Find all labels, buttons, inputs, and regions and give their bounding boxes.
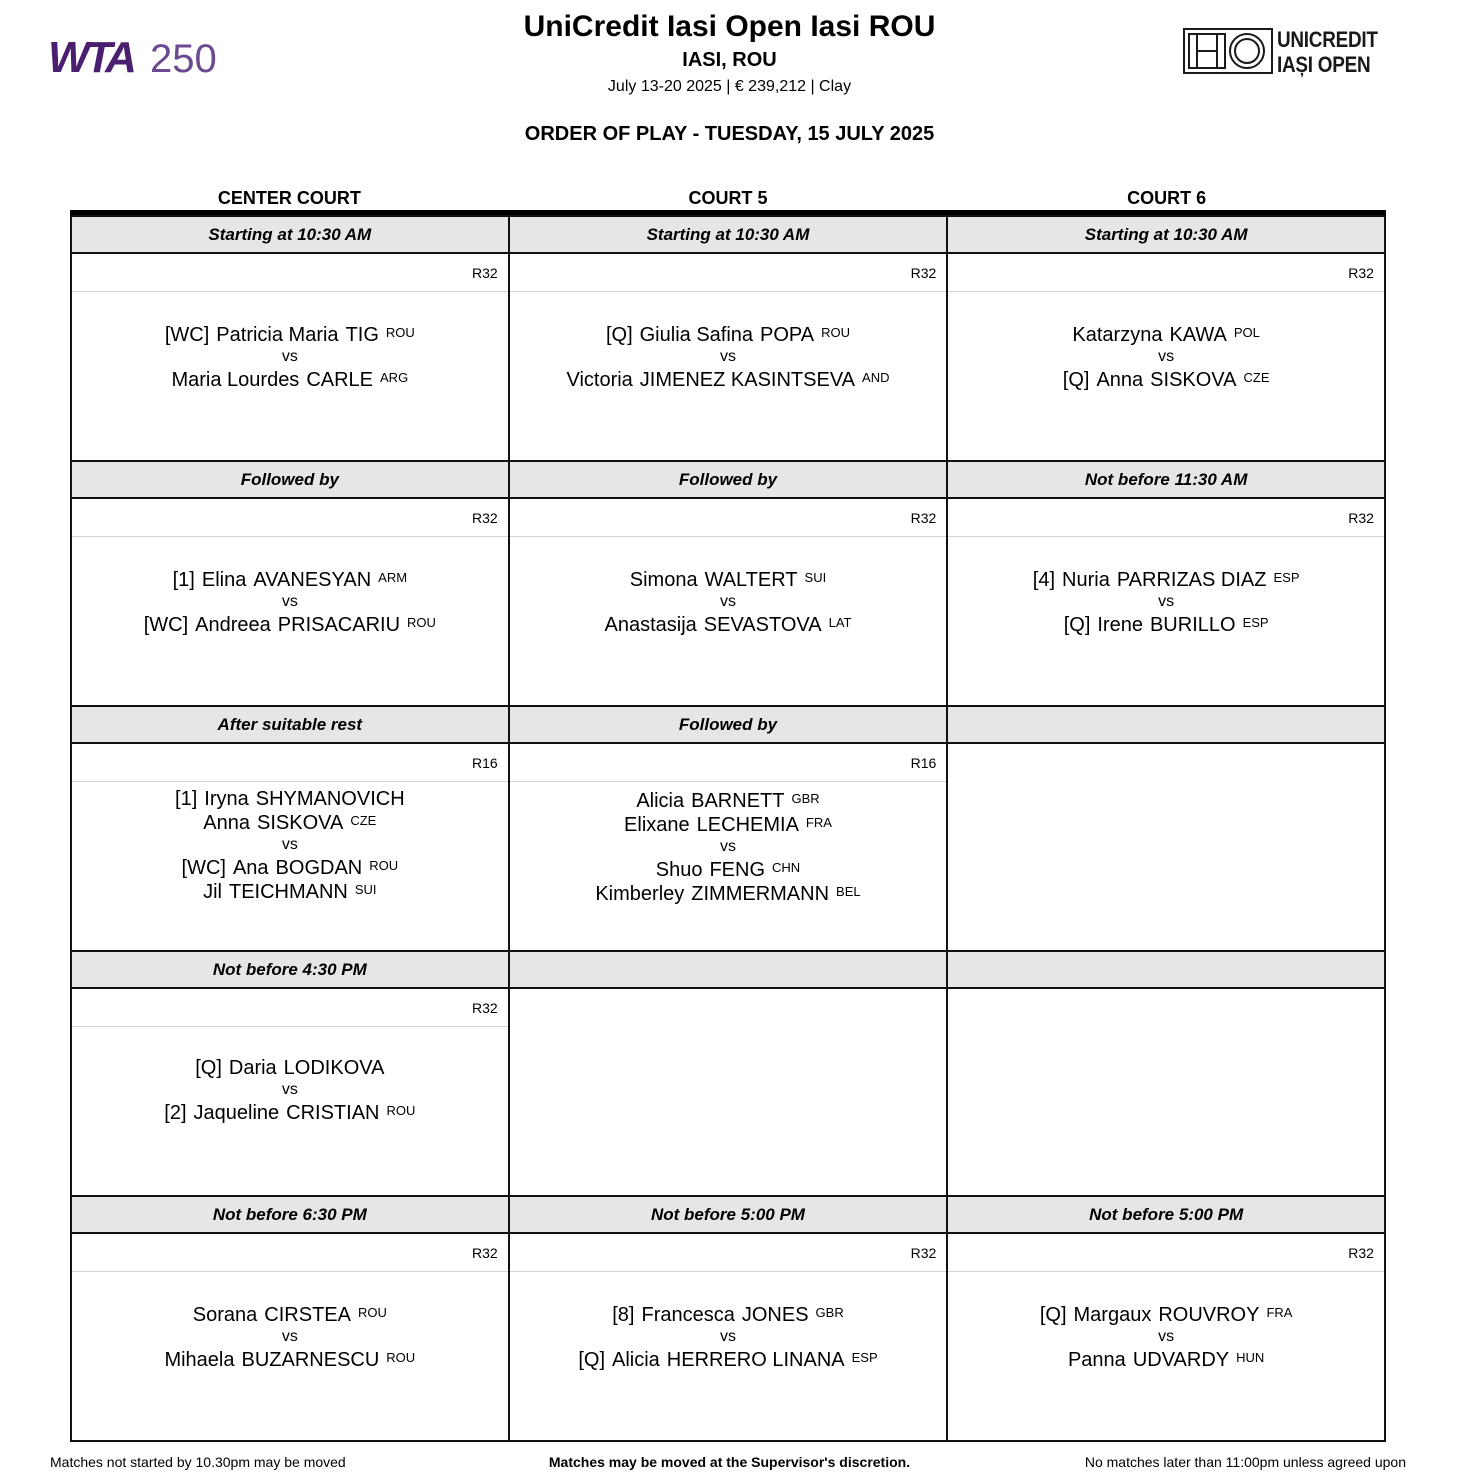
player-nationality: ROU <box>357 1305 387 1320</box>
player-seed: [Q] <box>195 1057 222 1079</box>
player-line <box>72 1347 508 1371</box>
player-seed: [Q] <box>1062 369 1090 391</box>
player-nationality: FRA <box>1266 1305 1293 1320</box>
player-last-name: ROUVROY <box>1158 1304 1260 1326</box>
player-first-name: Francesca <box>641 1304 735 1326</box>
match-round: R32 <box>948 1234 1384 1272</box>
player-last-name: CARLE <box>306 369 374 391</box>
player-first-name: Jil <box>203 881 222 903</box>
match-round: R16 <box>510 744 947 782</box>
player-last-name: BOGDAN <box>275 857 363 879</box>
player-nationality: ROU <box>407 615 436 630</box>
slot-time: Followed by <box>72 460 508 499</box>
player-seed: [Q] <box>578 1349 605 1371</box>
player-nationality: ESP <box>1242 615 1269 630</box>
player-nationality: GBR <box>791 791 820 806</box>
player-nationality: ROU <box>369 858 399 873</box>
player-first-name: Shuo <box>655 859 703 881</box>
player-line <box>510 322 947 346</box>
slot-time <box>948 705 1384 744</box>
player-line <box>72 855 508 879</box>
player-last-name: LECHEMIA <box>696 814 799 836</box>
player-line <box>948 1302 1384 1326</box>
match-cell <box>948 1234 1384 1440</box>
player-line <box>510 881 947 905</box>
player-nationality: POL <box>1233 325 1260 340</box>
player-line <box>72 322 508 346</box>
match-players <box>72 1057 508 1124</box>
player-line <box>948 367 1384 391</box>
player-last-name: PRISACARIU <box>277 614 401 636</box>
player-seed: [8] <box>612 1304 635 1326</box>
match-cell <box>72 1234 508 1440</box>
vs-label: vs <box>1158 348 1175 365</box>
player-line <box>72 612 508 636</box>
match-round: R32 <box>510 499 947 537</box>
player-first-name: Daria <box>228 1057 277 1079</box>
player-line <box>510 857 947 881</box>
schedule-table <box>70 215 1386 1442</box>
schedule-grid <box>70 186 1386 1442</box>
player-last-name: PARRIZAS DIAZ <box>1116 569 1267 591</box>
vs-label: vs <box>1158 1328 1175 1345</box>
player-line <box>72 879 508 903</box>
slot-time: Not before 5:00 PM <box>510 1195 947 1234</box>
vs-label: vs <box>719 348 736 365</box>
player-seed: [Q] <box>1063 614 1091 636</box>
match-players <box>510 1302 947 1371</box>
vs-label: vs <box>1158 593 1175 610</box>
player-nationality: GBR <box>815 1305 844 1320</box>
order-of-play-heading: ORDER OF PLAY - TUESDAY, 15 JULY 2025 <box>524 123 935 145</box>
player-nationality: ESP <box>1273 570 1300 585</box>
vs-label: vs <box>719 593 736 610</box>
match-round: R32 <box>72 989 508 1027</box>
match-cell <box>510 744 947 950</box>
player-line <box>72 1057 508 1079</box>
slot-time: Starting at 10:30 AM <box>948 215 1384 254</box>
player-nationality: ROU <box>385 325 415 340</box>
wta-letters: WTA <box>48 33 133 82</box>
player-seed: [WC] <box>164 324 210 346</box>
tournament-city: IASI, ROU <box>682 49 777 71</box>
match-players <box>948 567 1384 636</box>
player-first-name: Victoria <box>566 369 633 391</box>
slot-time: Followed by <box>510 460 947 499</box>
player-first-name: Simona <box>629 569 698 591</box>
vs-label: vs <box>281 836 298 853</box>
slot-time <box>948 950 1384 989</box>
player-seed: [WC] <box>143 614 189 636</box>
match-round: R32 <box>948 499 1384 537</box>
vs-label: vs <box>719 838 736 855</box>
player-line <box>510 367 947 391</box>
slot-time: After suitable rest <box>72 705 508 744</box>
player-last-name: AVANESYAN <box>253 569 372 591</box>
tournament-logo-line1: UNICREDIT <box>1277 27 1378 52</box>
player-nationality: CHN <box>772 860 801 875</box>
player-first-name: Anastasija <box>604 614 697 636</box>
player-first-name: Kimberley <box>595 883 685 905</box>
match-cell <box>948 499 1384 705</box>
player-last-name: HERRERO LINANA <box>666 1349 845 1371</box>
player-nationality: AND <box>862 370 890 385</box>
match-cell <box>72 744 508 950</box>
player-line <box>72 567 508 591</box>
player-nationality: FRA <box>805 815 832 830</box>
player-last-name: JONES <box>741 1304 809 1326</box>
player-last-name: FENG <box>709 859 766 881</box>
slot-time: Not before 6:30 PM <box>72 1195 508 1234</box>
player-first-name: Maria Lourdes <box>171 369 300 391</box>
slot-time: Not before 5:00 PM <box>948 1195 1384 1234</box>
player-seed: [1] <box>175 788 198 810</box>
player-seed: [WC] <box>181 857 226 879</box>
player-last-name: SHYMANOVICH <box>255 788 405 810</box>
court-header: CENTER COURT <box>217 188 361 208</box>
player-seed: [2] <box>164 1102 187 1124</box>
player-line <box>510 567 947 591</box>
player-last-name: JIMENEZ KASINTSEVA <box>639 369 856 391</box>
match-players <box>948 1302 1384 1371</box>
match-players <box>510 567 947 636</box>
player-line <box>510 1347 947 1371</box>
vs-label: vs <box>281 348 298 365</box>
match-cell <box>948 254 1384 460</box>
player-nationality: ROU <box>386 1103 416 1118</box>
match-round: R32 <box>72 254 508 292</box>
player-last-name: WALTERT <box>704 569 798 591</box>
player-first-name: Alicia <box>636 790 685 812</box>
match-round: R32 <box>510 254 947 292</box>
player-first-name: Panna <box>1067 1349 1126 1371</box>
player-seed: [Q] <box>605 324 633 346</box>
player-first-name: Anna <box>1096 369 1144 391</box>
player-last-name: ZIMMERMANN <box>691 883 830 905</box>
player-line <box>510 788 947 812</box>
player-first-name: Giulia Safina <box>639 324 754 346</box>
match-players <box>510 322 947 391</box>
player-first-name: Irene <box>1097 614 1143 636</box>
player-last-name: BURILLO <box>1149 614 1236 636</box>
player-nationality: ROU <box>386 1350 416 1365</box>
player-line <box>510 812 947 836</box>
player-nationality: ARG <box>380 370 409 385</box>
player-first-name: Ana <box>232 857 269 879</box>
player-last-name: SEVASTOVA <box>703 614 822 636</box>
match-round: R32 <box>948 254 1384 292</box>
match-players <box>948 322 1384 391</box>
match-cell <box>510 989 947 1195</box>
match-players <box>510 788 947 905</box>
player-last-name: TEICHMANN <box>228 881 348 903</box>
slot-time <box>510 950 947 989</box>
player-last-name: LODIKOVA <box>283 1057 385 1079</box>
match-round: R32 <box>72 1234 508 1272</box>
player-line <box>72 367 508 391</box>
player-last-name: CRISTIAN <box>286 1102 380 1124</box>
match-cell <box>510 254 947 460</box>
tournament-info: July 13-20 2025 | € 239,212 | Clay <box>607 78 852 95</box>
vs-label: vs <box>281 1081 298 1098</box>
match-players <box>72 567 508 636</box>
player-nationality: LAT <box>828 615 852 630</box>
slot-time: Followed by <box>510 705 947 744</box>
player-line <box>948 567 1384 591</box>
player-first-name: Sorana <box>192 1304 258 1326</box>
player-last-name: BARNETT <box>691 790 785 812</box>
player-last-name: POPA <box>760 324 815 346</box>
court-column <box>70 215 509 1442</box>
player-first-name: Iryna <box>204 788 249 810</box>
player-nationality: ROU <box>821 325 851 340</box>
court-header: COURT 6 <box>1127 188 1207 208</box>
player-line <box>72 1302 508 1326</box>
slot-time: Starting at 10:30 AM <box>510 215 947 254</box>
player-first-name: Anna <box>203 812 251 834</box>
player-line <box>510 612 947 636</box>
slot-time: Starting at 10:30 AM <box>72 215 508 254</box>
player-last-name: UDVARDY <box>1132 1349 1230 1371</box>
player-line <box>72 788 508 810</box>
player-first-name: Andreea <box>195 614 271 636</box>
match-cell <box>72 254 508 460</box>
court-headers <box>70 186 1386 210</box>
player-last-name: TIG <box>345 324 379 346</box>
player-last-name: SISKOVA <box>1150 369 1237 391</box>
player-nationality: CZE <box>1243 370 1270 385</box>
player-first-name: Elixane <box>624 814 690 836</box>
player-line <box>72 1100 508 1124</box>
player-seed: [Q] <box>1039 1304 1067 1326</box>
footer-note-right: No matches later than 11:00pm unless agreed upon <box>1084 1454 1406 1470</box>
player-nationality: SUI <box>804 570 827 585</box>
player-line <box>510 1302 947 1326</box>
slot-time: Not before 11:30 AM <box>948 460 1384 499</box>
player-line <box>72 810 508 834</box>
tournament-title: UniCredit Iasi Open Iasi ROU <box>523 10 936 43</box>
match-cell <box>510 499 947 705</box>
player-last-name: BUZARNESCU <box>241 1349 380 1371</box>
wta-number: 250 <box>150 37 217 81</box>
player-last-name: SISKOVA <box>257 812 344 834</box>
vs-label: vs <box>281 1328 298 1345</box>
match-cell <box>948 989 1384 1195</box>
slot-time: Not before 4:30 PM <box>72 950 508 989</box>
player-nationality: SUI <box>354 882 377 897</box>
match-round: R16 <box>72 744 508 782</box>
match-round: R32 <box>510 1234 947 1272</box>
player-nationality: CZE <box>350 813 377 828</box>
player-seed: [1] <box>172 569 195 591</box>
player-line <box>948 1347 1384 1371</box>
player-last-name: KAWA <box>1169 324 1227 346</box>
match-cell <box>72 499 508 705</box>
player-last-name: CIRSTEA <box>264 1304 351 1326</box>
player-first-name: Alicia <box>612 1349 660 1371</box>
player-nationality: ESP <box>851 1350 878 1365</box>
player-first-name: Patricia Maria <box>216 324 339 346</box>
player-first-name: Elina <box>201 569 247 591</box>
court-column <box>947 215 1386 1442</box>
footer-note-center: Matches may be moved at the Supervisor's discretion. <box>548 1454 911 1470</box>
player-line <box>948 612 1384 636</box>
match-cell <box>72 989 508 1195</box>
footer-note-left: Matches not started by 10.30pm may be moved <box>50 1454 346 1470</box>
player-nationality: HUN <box>1236 1350 1265 1365</box>
player-nationality: BEL <box>836 884 861 899</box>
match-players <box>72 788 508 903</box>
match-players <box>72 1302 508 1371</box>
match-cell <box>948 744 1384 950</box>
match-cell <box>510 1234 947 1440</box>
player-nationality: ARM <box>378 570 408 585</box>
vs-label: vs <box>281 593 298 610</box>
player-first-name: Mihaela <box>164 1349 235 1371</box>
player-line <box>948 322 1384 346</box>
court-header: COURT 5 <box>688 188 768 208</box>
player-first-name: Nuria <box>1062 569 1110 591</box>
player-first-name: Katarzyna <box>1072 324 1163 346</box>
player-seed: [4] <box>1032 569 1056 591</box>
player-first-name: Jaqueline <box>193 1102 280 1124</box>
vs-label: vs <box>719 1328 736 1345</box>
tournament-logo-line2: IAȘI OPEN <box>1277 52 1371 77</box>
player-first-name: Margaux <box>1073 1304 1152 1326</box>
match-round: R32 <box>72 499 508 537</box>
court-column <box>509 215 948 1442</box>
match-players <box>72 322 508 391</box>
